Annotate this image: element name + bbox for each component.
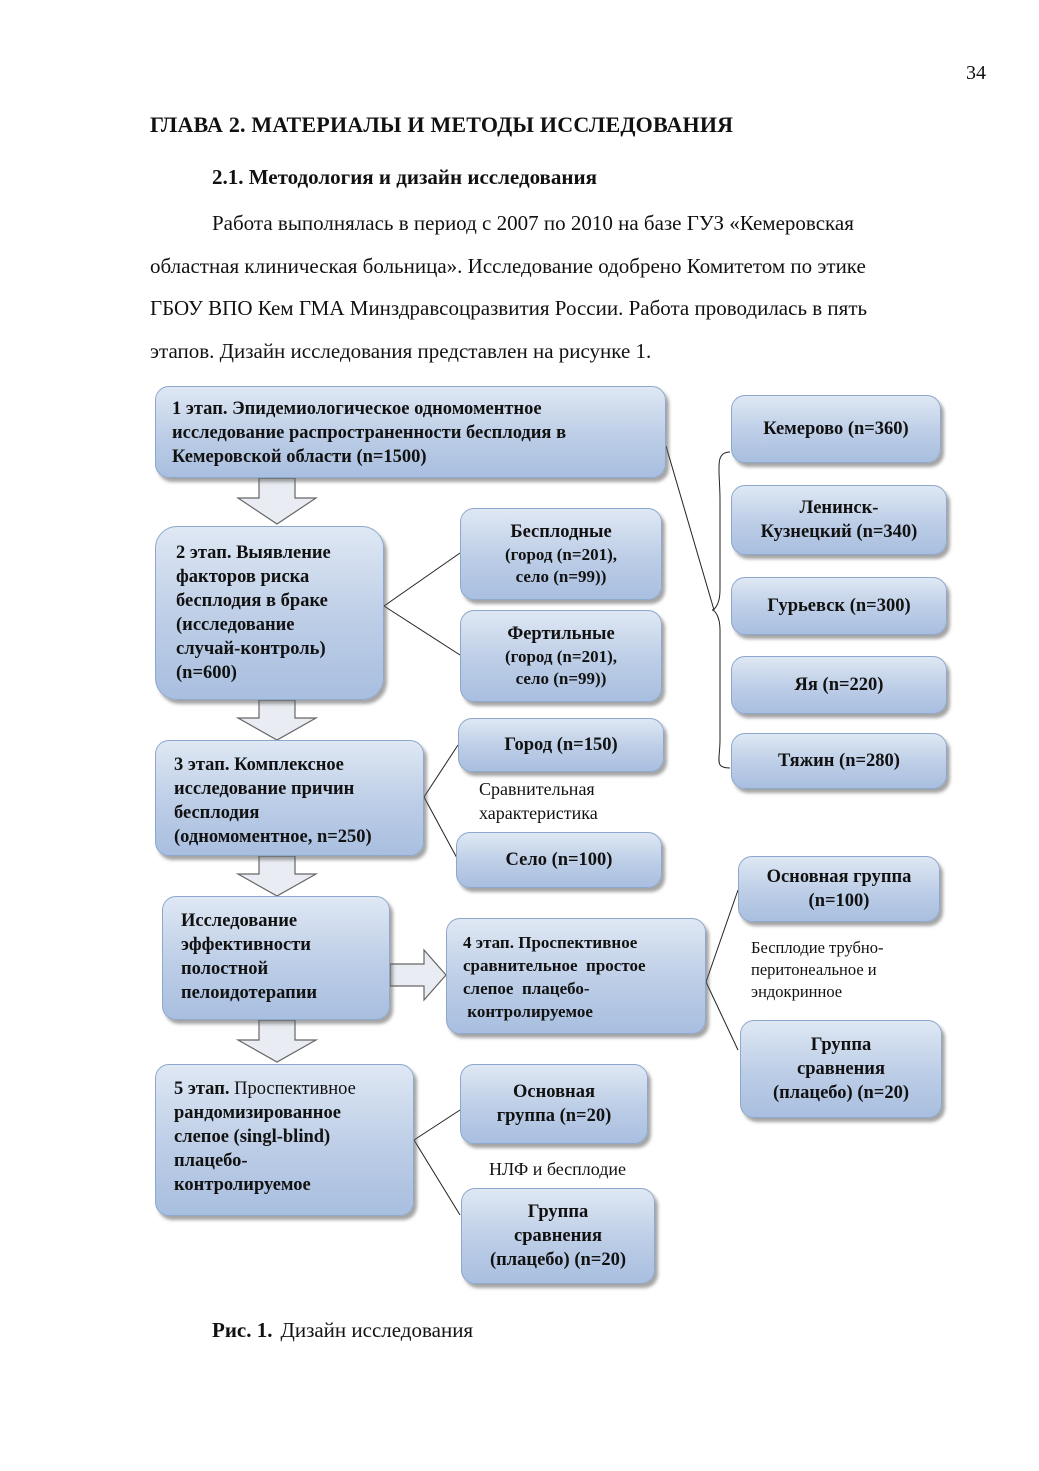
infertile-line-2: (город (n=201), — [505, 545, 617, 564]
peloid-line-3: полостной — [181, 959, 269, 979]
infertile-group-box — [460, 508, 662, 600]
tubal-note-line-3: эндокринное — [751, 982, 843, 1001]
city-kemerovo-box — [731, 395, 941, 463]
stage-2-box — [155, 526, 384, 700]
compare-group-5-line-3: (плацебо) (n=20) — [489, 1250, 626, 1270]
city-tyazhin-box — [731, 733, 947, 789]
village-group-label: Село (n=100) — [505, 850, 613, 870]
city-guryevsk-box — [731, 577, 947, 635]
city-group-box — [458, 718, 664, 772]
stage-2-line-6: (n=600) — [176, 663, 237, 683]
stage-3-box — [155, 740, 424, 856]
stage-3-line-2: исследование причин — [174, 779, 355, 799]
stage-4-line-3: слепое плацебо- — [463, 979, 590, 998]
stage-4-line-1: 4 этап. Проспективное — [463, 933, 638, 952]
stage-5-label: 5 этап. — [174, 1079, 230, 1099]
compare-group-stage4-box — [740, 1020, 942, 1118]
stage-5-title: Проспективное — [229, 1079, 356, 1099]
fertile-line-3: село (n=99)) — [515, 669, 607, 688]
compare-group-stage5-box — [461, 1188, 655, 1284]
fertile-group-box — [460, 610, 662, 702]
stage-3-line-3: бесплодия — [174, 803, 260, 823]
figure-caption — [212, 1318, 473, 1343]
stage-1-line-3: Кемеровской области (n=1500) — [172, 447, 427, 467]
stage-1-box — [155, 386, 666, 478]
stage-2-line-1: 2 этап. Выявление — [176, 543, 331, 563]
paragraph-line-2: областная клиническая больница». Исследование одобрено Комитетом по этике — [150, 253, 866, 278]
nlf-note: НЛФ и бесплодие — [489, 1159, 627, 1179]
stage-5-line-5: контролируемое — [174, 1175, 311, 1195]
chapter-title: ГЛАВА 2. МАТЕРИАЛЫ И МЕТОДЫ ИССЛЕДОВАНИЯ — [150, 112, 734, 137]
stage-5-box — [155, 1064, 414, 1216]
peloid-therapy-box — [162, 896, 390, 1020]
compare-group-4-line-2: сравнения — [797, 1059, 885, 1079]
stage-1-line-1: 1 этап. Эпидемиологическое одномоментное — [172, 399, 542, 419]
tubal-note-line-2: перитонеальное и — [751, 960, 877, 979]
figure-label: Рис. 1. — [212, 1318, 273, 1342]
section-title: 2.1. Методология и дизайн исследования — [212, 165, 597, 189]
stage-4-line-2: сравнительное простое — [463, 956, 646, 975]
compare-group-5-line-1: Группа — [527, 1202, 589, 1222]
infertile-title: Бесплодные — [510, 522, 612, 542]
main-group-20-line-2: группа (n=20) — [496, 1106, 612, 1126]
figure-caption-text: Дизайн исследования — [280, 1318, 474, 1342]
peloid-line-1: Исследование — [181, 911, 298, 931]
city-leninsk-box — [731, 485, 947, 555]
peloid-line-2: эффективности — [181, 935, 311, 955]
city-leninsk-line-1: Ленинск- — [799, 498, 879, 518]
compare-group-5-line-2: сравнения — [514, 1226, 602, 1246]
comparative-note-line-2: характеристика — [479, 803, 598, 823]
tubal-infertility-note — [751, 937, 884, 1003]
stage-2-line-2: факторов риска — [176, 567, 310, 587]
tubal-note-line-1: Бесплодие трубно- — [751, 938, 884, 957]
compare-group-4-line-3: (плацебо) (n=20) — [772, 1083, 909, 1103]
city-guryevsk-label: Гурьевск (n=300) — [767, 596, 911, 616]
stage-5-line-2: рандомизированное — [174, 1103, 341, 1123]
main-group-100-box — [738, 856, 940, 922]
stage-1-line-2: исследование распространенности бесплодия в — [172, 423, 567, 443]
infertile-line-3: село (n=99)) — [515, 567, 607, 586]
city-yaya-box — [731, 656, 947, 714]
paragraph-line-4: этапов. Дизайн исследования представлен на рисунке 1. — [150, 338, 652, 363]
fertile-line-2: (город (n=201), — [505, 647, 617, 666]
city-kemerovo-label: Кемерово (n=360) — [763, 419, 909, 439]
main-group-100-line-1: Основная группа — [766, 867, 912, 887]
stage-4-box — [446, 918, 706, 1034]
paragraph-line-1: Работа выполнялась в период с 2007 по 2010 на базе ГУЗ «Кемеровская — [212, 211, 854, 235]
city-group-label: Город (n=150) — [504, 735, 618, 755]
page-number: 34 — [966, 62, 986, 84]
stage-2-line-3: бесплодия в браке — [176, 591, 328, 611]
city-tyazhin-label: Тяжин (n=280) — [778, 751, 900, 771]
stage-5-line-1 — [174, 1077, 395, 1101]
paragraph-line-3: ГБОУ ВПО Кем ГМА Минздравсоцразвития России. Работа проводилась в пять — [150, 296, 868, 320]
peloid-line-4: пелоидотерапии — [181, 983, 318, 1003]
village-group-box — [456, 832, 662, 888]
stage-5-line-4: плацебо- — [174, 1151, 248, 1171]
stage-2-line-5: случай-контроль) — [176, 639, 326, 659]
fertile-title: Фертильные — [507, 624, 615, 644]
main-group-20-line-1: Основная — [513, 1082, 595, 1102]
stage-5-line-3: слепое (singl-blind) — [174, 1127, 331, 1147]
compare-group-4-line-1: Группа — [810, 1035, 872, 1055]
main-group-20-box — [460, 1064, 648, 1144]
stage-3-line-1: 3 этап. Комплексное — [174, 755, 344, 775]
main-group-100-line-2: (n=100) — [808, 891, 870, 911]
city-yaya-label: Яя (n=220) — [794, 675, 884, 695]
comparative-note — [479, 777, 598, 825]
city-leninsk-line-2: Кузнецкий (n=340) — [760, 522, 918, 542]
stage-2-line-4: (исследование — [176, 615, 295, 635]
comparative-note-line-1: Сравнительная — [479, 779, 595, 799]
stage-3-line-4: (одномоментное, n=250) — [174, 827, 372, 847]
stage-4-line-4: контролируемое — [463, 1002, 593, 1021]
